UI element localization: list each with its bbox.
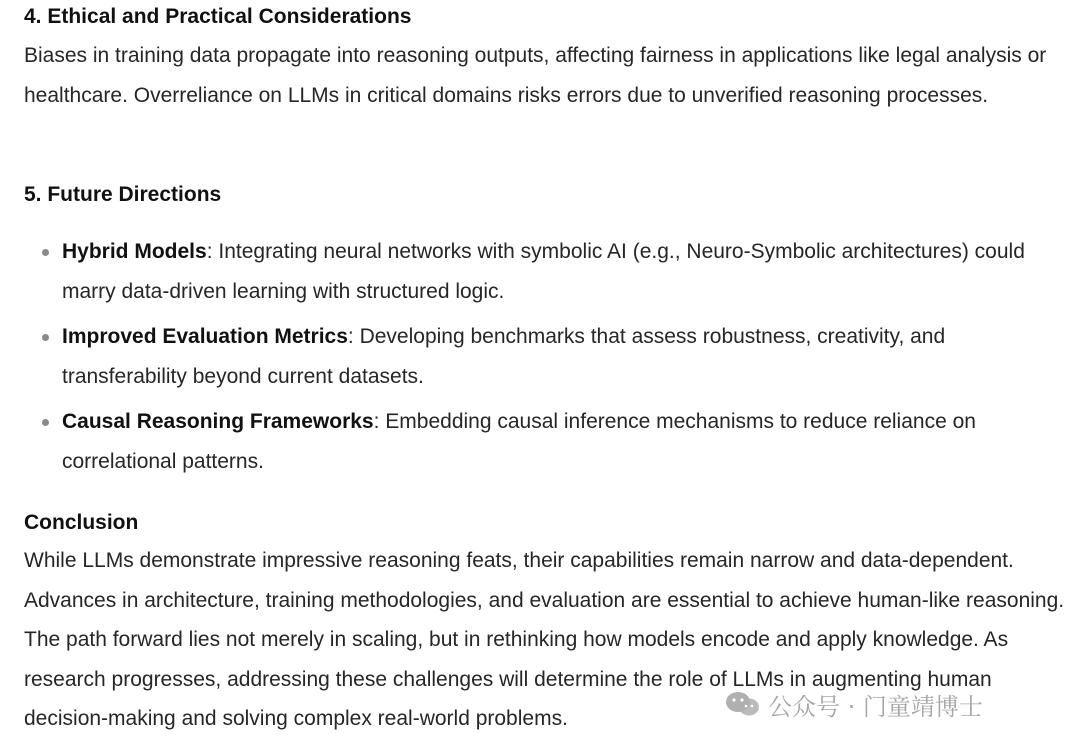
conclusion-heading: Conclusion: [24, 511, 139, 534]
list-item-term: Hybrid Models: [62, 240, 207, 263]
list-item-text: : Embedding causal inference mechanisms to reduce reliance on correlational patterns.: [62, 410, 976, 473]
list-item: [24, 232, 1070, 311]
list-item: [24, 402, 1070, 481]
list-item: [24, 317, 1070, 396]
bullet-icon: [42, 334, 49, 341]
conclusion-paragraph: While LLMs demonstrate impressive reasoning feats, their capabilities remain narrow and data-dependent. Advances in architecture, training methodologies, and evaluation are essential to achieve human-like reasoning. The path forward lies not merely in scaling, but in rethinking how models encode and apply knowledge. As research progresses, addressing these challenges will determine the role of LLMs in augmenting human decision-making and solving complex real-world problems.: [24, 549, 1065, 731]
list-item-text: : Integrating neural networks with symbolic AI (e.g., Neuro-Symbolic architectures) could marry data-driven learning with structured logic.: [62, 240, 1025, 303]
watermark-text: 公众号 · 门童靖博士: [768, 692, 983, 721]
section-5-heading: 5. Future Directions: [24, 183, 222, 206]
wechat-icon: [724, 690, 762, 718]
bullet-icon: [42, 249, 49, 256]
section-4-paragraph: Biases in training data propagate into reasoning outputs, affecting fairness in applications like legal analysis or healthcare. Overreliance on LLMs in critical domains risks errors due to unverified reasoning processes.: [24, 44, 1047, 107]
future-directions-list: [24, 232, 1070, 488]
section-4-heading: 4. Ethical and Practical Considerations: [24, 5, 412, 28]
list-item-text: : Developing benchmarks that assess robustness, creativity, and transferability beyond current datasets.: [62, 325, 946, 388]
bullet-icon: [42, 419, 49, 426]
watermark: [724, 688, 983, 720]
list-item-term: Improved Evaluation Metrics: [62, 325, 348, 349]
list-item-term: Causal Reasoning Frameworks: [62, 410, 374, 434]
